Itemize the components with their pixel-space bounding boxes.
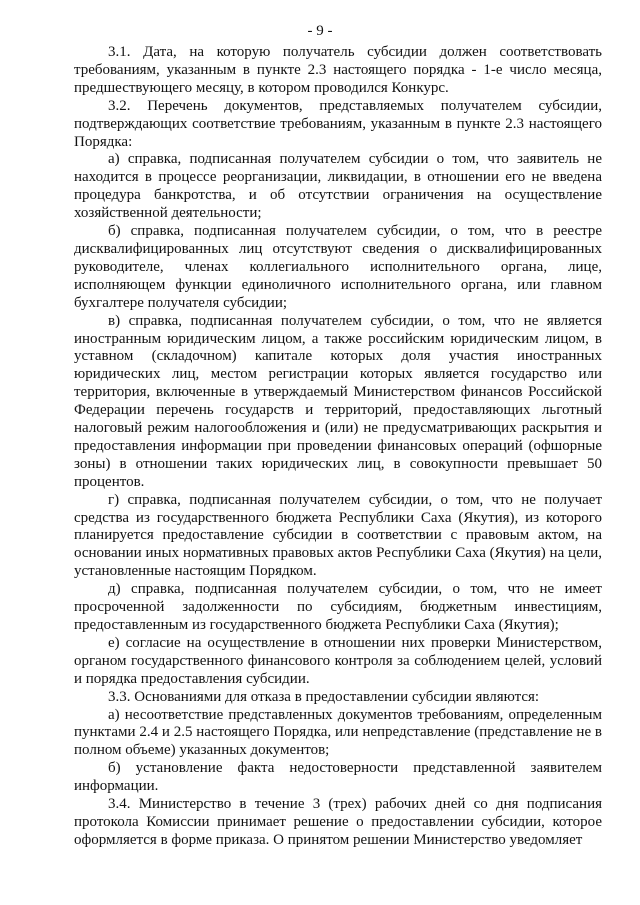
list-item-e-consent: е) согласие на осуществление в отношении них проверки Министерством, органом государственного финансового контроля за соблюдением целей, условий и порядка предоставления субсидии. — [74, 634, 602, 687]
page-number: - 9 - — [307, 23, 333, 39]
document-body — [74, 44, 602, 850]
list-item-b-disqualified: б) справка, подписанная получателем субсидии, о том, что в реестре дисквалифицированных лиц отсутствуют сведения о дисквалифицированных руководителе, членах коллегиального исполнительного органа, лице, исполняющем функции единоличного исполнительного органа, или главном бухгалтере получателя субсидии; — [74, 223, 602, 311]
list-item-d-overdue-debt: д) справка, подписанная получателем субсидии, о том, что не имеет просроченной задолженности по субсидиям, бюджетным инвестициям, предоставленным из государственного бюджета Республики Саха (Якутия); — [74, 581, 602, 633]
list-item-v-foreign-entity: в) справка, подписанная получателем субсидии, о том, что не является иностранным юридическим лицом, а также российским юридическим лицом, в уставном (складочном) капитале которых доля участия иностранных юридических лиц, местом регистрации которых является государство или территория, включенные в утверждаемый Министерством финансов Российской Федерации перечень государств и территорий, предоставляющих льготный налоговый режим налогообложения и (или) не предусматривающих раскрытия и предоставления информации при проведении финансовых операций (офшорные зоны) в отношении таких юридических лиц, в совокупности превышает 50 процентов. — [74, 312, 602, 490]
refusal-item-a: а) несоответствие представленных документов требованиям, определенным пунктами 2.4 и 2.5 настоящего Порядка, или непредставление (представление не в полном объеме) указанных документов; — [74, 706, 602, 759]
list-item-a-reorganization: а) справка, подписанная получателем субсидии о том, что заявитель не находится в процессе реорганизации, ликвидации, в отношении его не введена процедура банкротства, и об отсутствии ограничения на осуществление хозяйственной деятельности; — [74, 151, 602, 222]
paragraph-3-1: 3.1. Дата, на которую получатель субсидии должен соответствовать требованиям, указанным в пункте 2.3 настоящего порядка - 1-е число месяца, предшествующего месяцу, в котором проводился Конкурс. — [74, 44, 602, 96]
paragraph-3-3: 3.3. Основаниями для отказа в предоставлении субсидии являются: — [108, 688, 540, 705]
paragraph-3-2: 3.2. Перечень документов, представляемых получателем субсидии, подтверждающих соответствие требованиям, указанным в пункте 2.3 настоящего Порядка: — [74, 97, 602, 150]
refusal-item-b: б) установление факта недостоверности представленной заявителем информации. — [74, 760, 602, 795]
paragraph-3-4: 3.4. Министерство в течение 3 (трех) рабочих дней со дня подписания протокола Комиссии принимает решение о предоставлении субсидии, которое оформляется в форме приказа. О принятом решении Министерство уведомляет — [74, 796, 602, 848]
list-item-g-budget-funds: г) справка, подписанная получателем субсидии, о том, что не получает средства из государственного бюджета Республики Саха (Якутия), из которого планируется предоставление субсидии в соответствии с правовым актом, на основании иных нормативных правовых актов Республики Саха (Якутия) на цели, установленные настоящим Порядком. — [74, 491, 602, 580]
